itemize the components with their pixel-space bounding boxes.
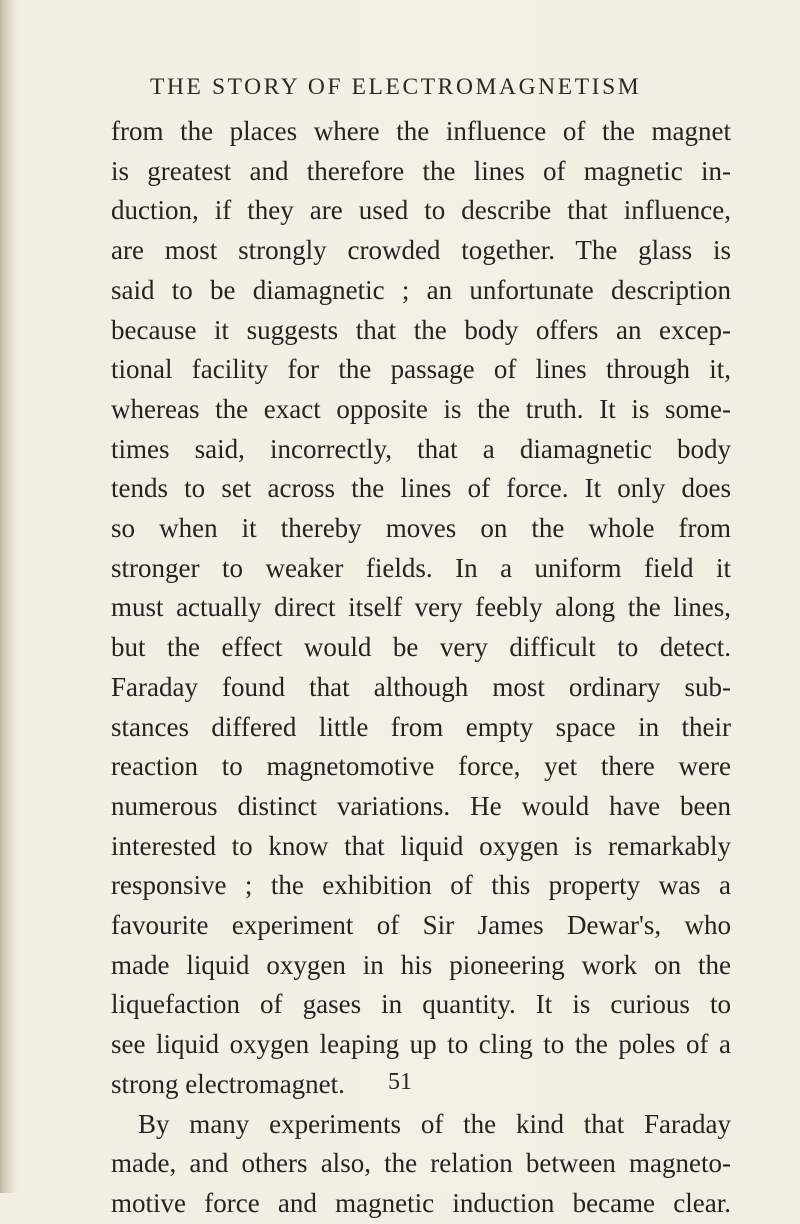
- text-line: are most strongly crowded together. The glass is: [111, 235, 731, 266]
- text-line: made liquid oxygen in his pioneering work on the: [111, 949, 731, 980]
- text-line: reaction to magnetomotive force, yet there were: [111, 751, 731, 782]
- page-number: 51: [388, 1069, 412, 1095]
- text-line: numerous distinct variations. He would have been: [111, 790, 731, 821]
- text-line: strong electromagnet.: [111, 1068, 345, 1099]
- text-line: see liquid oxygen leaping up to cling to the poles of a: [111, 1029, 731, 1060]
- text-line: responsive ; the exhibition of this property was a: [111, 870, 731, 901]
- text-line: times said, incorrectly, that a diamagnetic body: [111, 433, 731, 464]
- text-line: whereas the exact opposite is the truth. It is some-: [111, 393, 731, 424]
- text-line: said to be diamagnetic ; an unfortunate description: [111, 274, 731, 305]
- text-line: favourite experiment of Sir James Dewar's, who: [111, 910, 731, 941]
- text-line: liquefaction of gases in quantity. It is curious to: [111, 989, 731, 1020]
- text-line: tends to set across the lines of force. It only does: [111, 473, 731, 504]
- body-text: [111, 112, 731, 1224]
- text-line: but the effect would be very difficult to detect.: [111, 632, 731, 663]
- text-line: By many experiments of the kind that Faraday: [138, 1108, 731, 1139]
- running-header: THE STORY OF ELECTROMAGNETISM: [150, 74, 642, 100]
- text-line: motive force and magnetic induction became clear.: [111, 1187, 731, 1218]
- text-line: Faraday found that although most ordinary sub-: [111, 671, 731, 702]
- text-line: must actually direct itself very feebly along the lines,: [111, 592, 731, 623]
- text-line: made, and others also, the relation between magneto-: [111, 1148, 731, 1179]
- text-line: from the places where the influence of the magnet: [111, 116, 731, 146]
- text-line: stances differed little from empty space in their: [111, 711, 731, 742]
- text-line: interested to know that liquid oxygen is remarkably: [111, 830, 731, 861]
- text-line: is greatest and therefore the lines of magnetic in-: [111, 155, 731, 186]
- text-line: duction, if they are used to describe that influence,: [111, 195, 731, 226]
- text-line: so when it thereby moves on the whole from: [111, 513, 731, 544]
- text-line: tional facility for the passage of lines through it,: [111, 354, 731, 385]
- text-line: because it suggests that the body offers an excep-: [111, 314, 731, 345]
- spine-shadow: [0, 0, 16, 1193]
- text-line: stronger to weaker fields. In a uniform field it: [111, 552, 731, 583]
